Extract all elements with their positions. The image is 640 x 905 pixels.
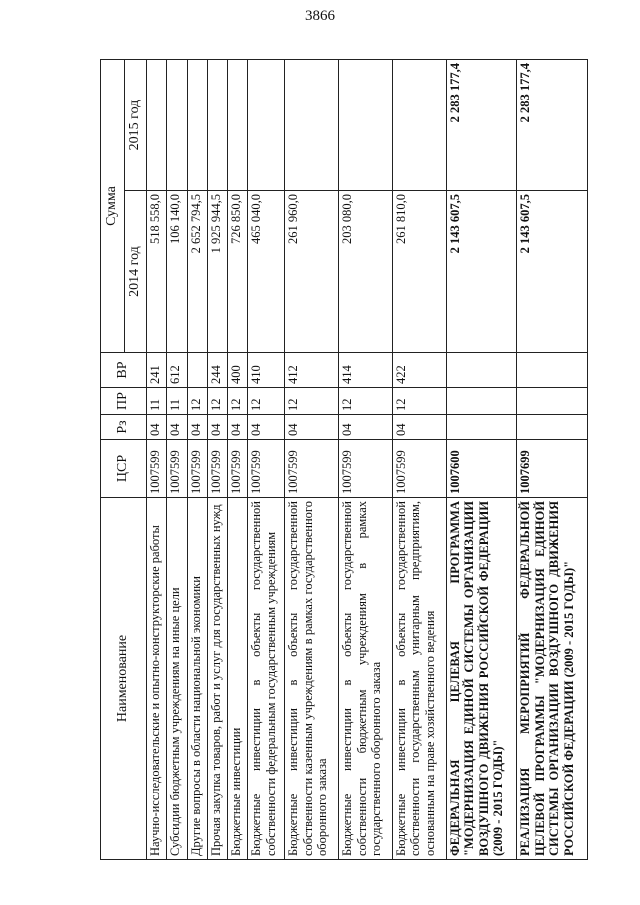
cell-rz	[446, 415, 517, 440]
header-rz: Рз	[101, 415, 147, 440]
cell-pr	[446, 388, 517, 415]
cell-csr: 1007599	[147, 440, 167, 498]
cell-name: Бюджетные инвестиции в объекты государственной собственности федеральным государственным учреждениям	[248, 498, 285, 860]
cell-name: Бюджетные инвестиции	[228, 498, 248, 860]
cell-rz	[517, 415, 588, 440]
cell-y2014: 1 925 944,5	[207, 191, 227, 353]
cell-name: Субсидии бюджетным учреждениям на иные цели	[167, 498, 187, 860]
table-row	[187, 60, 207, 860]
cell-y2014: 2 143 607,5	[446, 191, 517, 353]
cell-pr	[517, 388, 588, 415]
cell-csr: 1007599	[167, 440, 187, 498]
cell-y2015	[147, 60, 167, 191]
header-year-2015: 2015 год	[125, 60, 147, 191]
cell-csr: 1007699	[517, 440, 588, 498]
cell-rz: 04	[167, 415, 187, 440]
cell-y2015	[228, 60, 248, 191]
cell-csr: 1007599	[392, 440, 446, 498]
rotated-table-wrapper	[100, 60, 588, 860]
cell-y2014: 465 040,0	[248, 191, 285, 353]
cell-y2014: 2 143 607,5	[517, 191, 588, 353]
cell-rz: 04	[339, 415, 393, 440]
cell-vr	[446, 353, 517, 388]
cell-vr	[517, 353, 588, 388]
table-row	[446, 60, 517, 860]
cell-name: Бюджетные инвестиции в объекты государственной собственности бюджетным учреждениям в рамках государственного оборонного заказа	[339, 498, 393, 860]
cell-pr: 12	[339, 388, 393, 415]
cell-csr: 1007599	[207, 440, 227, 498]
cell-name: ФЕДЕРАЛЬНАЯ ЦЕЛЕВАЯ ПРОГРАММА "МОДЕРНИЗАЦИЯ ЕДИНОЙ СИСТЕМЫ ОРГАНИЗАЦИИ ВОЗДУШНОГО ДВИЖЕНИЯ РОССИЙСКОЙ ФЕДЕРАЦИИ (2009 - 2015 ГОДЫ)"	[446, 498, 517, 860]
cell-csr: 1007600	[446, 440, 517, 498]
cell-y2015: 2 283 177,4	[446, 60, 517, 191]
cell-rz: 04	[248, 415, 285, 440]
cell-rz: 04	[392, 415, 446, 440]
table-row	[392, 60, 446, 860]
cell-y2015	[167, 60, 187, 191]
cell-vr: 241	[147, 353, 167, 388]
cell-y2015	[285, 60, 339, 191]
cell-csr: 1007599	[228, 440, 248, 498]
cell-rz: 04	[285, 415, 339, 440]
header-pr: ПР	[101, 388, 147, 415]
cell-pr: 12	[248, 388, 285, 415]
cell-csr: 1007599	[248, 440, 285, 498]
cell-vr: 414	[339, 353, 393, 388]
cell-pr: 12	[207, 388, 227, 415]
cell-pr: 12	[392, 388, 446, 415]
header-year-2014: 2014 год	[125, 191, 147, 353]
cell-vr: 244	[207, 353, 227, 388]
cell-rz: 04	[207, 415, 227, 440]
cell-name: Бюджетные инвестиции в объекты государственной собственности государственным унитарным предприятиям, основанным на праве хозяйственного ведения	[392, 498, 446, 860]
cell-rz: 04	[147, 415, 167, 440]
cell-pr: 12	[285, 388, 339, 415]
cell-vr: 422	[392, 353, 446, 388]
cell-y2015	[207, 60, 227, 191]
header-csr: ЦСР	[101, 440, 147, 498]
cell-y2015: 2 283 177,4	[517, 60, 588, 191]
cell-pr: 11	[147, 388, 167, 415]
cell-y2014: 518 558,0	[147, 191, 167, 353]
cell-rz: 04	[187, 415, 207, 440]
cell-y2015	[392, 60, 446, 191]
header-name: Наименование	[101, 498, 147, 860]
cell-csr: 1007599	[339, 440, 393, 498]
cell-vr: 412	[285, 353, 339, 388]
cell-vr	[187, 353, 207, 388]
cell-y2014: 261 960,0	[285, 191, 339, 353]
cell-y2014: 261 810,0	[392, 191, 446, 353]
table-row	[517, 60, 588, 860]
cell-y2014: 203 080,0	[339, 191, 393, 353]
cell-pr: 12	[187, 388, 207, 415]
cell-name: РЕАЛИЗАЦИЯ МЕРОПРИЯТИЙ ФЕДЕРАЛЬНОЙ ЦЕЛЕВОЙ ПРОГРАММЫ "МОДЕРНИЗАЦИЯ ЕДИНОЙ СИСТЕМЫ ОРГАНИЗАЦИИ ВОЗДУШНОГО ДВИЖЕНИЯ РОССИЙСКОЙ ФЕДЕРАЦИИ (2009 - 2015 ГОДЫ)"	[517, 498, 588, 860]
cell-y2014: 726 850,0	[228, 191, 248, 353]
cell-pr: 12	[228, 388, 248, 415]
cell-name: Бюджетные инвестиции в объекты государственной собственности казенным учреждениям в рамках государственного оборонного заказа	[285, 498, 339, 860]
table-row	[228, 60, 248, 860]
budget-table	[100, 59, 588, 860]
table-row	[167, 60, 187, 860]
cell-name: Другие вопросы в области национальной экономики	[187, 498, 207, 860]
cell-y2014: 106 140,0	[167, 191, 187, 353]
cell-vr: 410	[248, 353, 285, 388]
page-number: 3866	[305, 8, 335, 24]
header-sum: Сумма	[101, 60, 125, 353]
cell-pr: 11	[167, 388, 187, 415]
header-vr: ВР	[101, 353, 147, 388]
table-row	[248, 60, 285, 860]
table-row	[285, 60, 339, 860]
table-row	[339, 60, 393, 860]
cell-name: Научно-исследовательские и опытно-конструкторские работы	[147, 498, 167, 860]
cell-vr: 400	[228, 353, 248, 388]
table-row	[147, 60, 167, 860]
cell-vr: 612	[167, 353, 187, 388]
table-row	[207, 60, 227, 860]
cell-y2015	[339, 60, 393, 191]
cell-csr: 1007599	[187, 440, 207, 498]
cell-name: Прочая закупка товаров, работ и услуг для государственных нужд	[207, 498, 227, 860]
table-body	[147, 60, 588, 860]
cell-y2015	[248, 60, 285, 191]
cell-csr: 1007599	[285, 440, 339, 498]
cell-rz: 04	[228, 415, 248, 440]
cell-y2015	[187, 60, 207, 191]
cell-y2014: 2 652 794,5	[187, 191, 207, 353]
